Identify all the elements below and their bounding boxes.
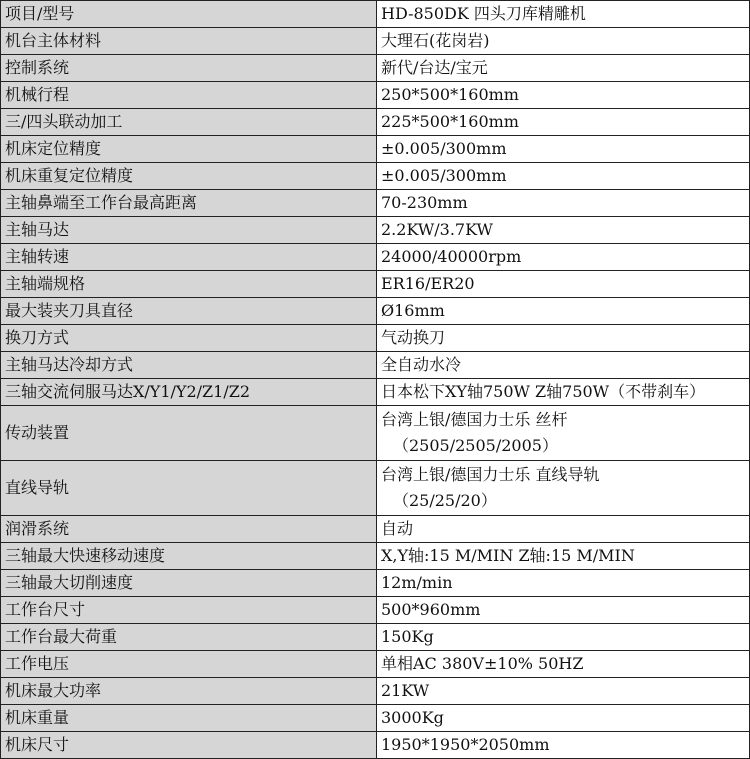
spec-value: 500*960mm <box>381 600 481 619</box>
table-row <box>1 244 750 271</box>
spec-value: 3000Kg <box>381 708 444 727</box>
spec-label-cell: 最大装夹刀具直径 <box>1 298 377 325</box>
spec-label-cell: 工作台尺寸 <box>1 597 377 624</box>
spec-value: 大理石(花岗岩) <box>381 31 490 50</box>
spec-label-cell: 三轴交流伺服马达X/Y1/Y2/Z1/Z2 <box>1 379 377 406</box>
spec-value-cell <box>377 624 750 651</box>
spec-label-cell: 主轴马达冷却方式 <box>1 352 377 379</box>
table-row <box>1 136 750 163</box>
table-row <box>1 406 750 461</box>
spec-value-cell <box>377 82 750 109</box>
spec-value: 150Kg <box>381 627 434 646</box>
spec-value-cell <box>377 244 750 271</box>
spec-value-cell <box>377 461 750 516</box>
spec-value-cell <box>377 379 750 406</box>
table-row <box>1 624 750 651</box>
spec-value-cell <box>377 190 750 217</box>
spec-value: 气动换刀 <box>381 328 446 347</box>
spec-value-cell <box>377 55 750 82</box>
spec-value-cell <box>377 705 750 732</box>
table-row <box>1 678 750 705</box>
spec-label-cell: 主轴端规格 <box>1 271 377 298</box>
spec-value-cell <box>377 28 750 55</box>
spec-label-cell: 机床重量 <box>1 705 377 732</box>
spec-value-cell <box>377 109 750 136</box>
table-row <box>1 1 750 28</box>
spec-label-cell: 机床尺寸 <box>1 732 377 759</box>
spec-value: ±0.005/300mm <box>381 166 507 185</box>
spec-value-detail: （2505/2505/2005） <box>393 436 558 455</box>
table-row <box>1 651 750 678</box>
spec-value-cell <box>377 678 750 705</box>
spec-label-cell: 传动装置 <box>1 406 377 461</box>
table-row <box>1 190 750 217</box>
table-row <box>1 109 750 136</box>
table-row <box>1 543 750 570</box>
spec-table-body <box>1 1 750 759</box>
table-row <box>1 271 750 298</box>
spec-label-cell: 润滑系统 <box>1 516 377 543</box>
spec-value-cell <box>377 325 750 352</box>
spec-label-cell: 主轴转速 <box>1 244 377 271</box>
spec-value-cell <box>377 543 750 570</box>
spec-value: 自动 <box>381 519 414 538</box>
spec-value-cell <box>377 217 750 244</box>
spec-label-cell: 工作台最大荷重 <box>1 624 377 651</box>
spec-value-cell <box>377 651 750 678</box>
table-row <box>1 28 750 55</box>
spec-value: 单相AC 380V±10% 50HZ <box>381 654 584 673</box>
spec-label-cell: 机床最大功率 <box>1 678 377 705</box>
spec-label-cell: 项目/型号 <box>1 1 377 28</box>
spec-value: 225*500*160mm <box>381 112 519 131</box>
spec-label-cell: 三轴最大快速移动速度 <box>1 543 377 570</box>
spec-value-cell <box>377 516 750 543</box>
table-row <box>1 163 750 190</box>
table-row <box>1 379 750 406</box>
spec-value-cell <box>377 271 750 298</box>
spec-label-cell: 主轴马达 <box>1 217 377 244</box>
table-row <box>1 325 750 352</box>
table-row <box>1 516 750 543</box>
spec-value: X,Y轴:15 M/MIN Z轴:15 M/MIN <box>381 546 635 565</box>
table-row <box>1 298 750 325</box>
spec-label-cell: 机械行程 <box>1 82 377 109</box>
spec-value: 新代/台达/宝元 <box>381 58 488 77</box>
table-row <box>1 570 750 597</box>
spec-label-cell: 控制系统 <box>1 55 377 82</box>
table-row <box>1 732 750 759</box>
table-row <box>1 352 750 379</box>
spec-value: 250*500*160mm <box>381 85 519 104</box>
spec-label-cell: 工作电压 <box>1 651 377 678</box>
spec-value: 12m/min <box>381 573 453 592</box>
spec-value: 全自动水冷 <box>381 355 462 374</box>
spec-label-cell: 机床重复定位精度 <box>1 163 377 190</box>
table-row <box>1 55 750 82</box>
spec-value: 台湾上银/德国力士乐 丝杆 <box>381 410 568 429</box>
table-row <box>1 597 750 624</box>
table-row <box>1 705 750 732</box>
spec-value-cell <box>377 732 750 759</box>
spec-value: 70-230mm <box>381 193 468 212</box>
spec-value-cell <box>377 570 750 597</box>
spec-value-cell <box>377 163 750 190</box>
table-row <box>1 217 750 244</box>
spec-value: 2.2KW/3.7KW <box>381 220 493 239</box>
table-row <box>1 82 750 109</box>
spec-label-cell: 三轴最大切削速度 <box>1 570 377 597</box>
spec-label-cell: 主轴鼻端至工作台最高距离 <box>1 190 377 217</box>
spec-label-cell: 机台主体材料 <box>1 28 377 55</box>
spec-label-cell: 换刀方式 <box>1 325 377 352</box>
spec-value: Ø16mm <box>381 301 445 320</box>
spec-value: 1950*1950*2050mm <box>381 735 550 754</box>
spec-value: 台湾上银/德国力士乐 直线导轨 <box>381 465 600 484</box>
spec-value-cell <box>377 1 750 28</box>
spec-value-cell <box>377 352 750 379</box>
spec-value: ER16/ER20 <box>381 274 475 293</box>
spec-label-cell: 三/四头联动加工 <box>1 109 377 136</box>
spec-value: HD-850DK 四头刀库精雕机 <box>381 4 586 23</box>
spec-label-cell: 直线导轨 <box>1 461 377 516</box>
spec-value-detail: （25/25/20） <box>393 491 497 510</box>
spec-value-cell <box>377 136 750 163</box>
spec-value: 24000/40000rpm <box>381 247 522 266</box>
spec-value-cell <box>377 298 750 325</box>
spec-value: 21KW <box>381 681 430 700</box>
spec-value-cell <box>377 406 750 461</box>
spec-value-cell <box>377 597 750 624</box>
spec-value: 日本松下XY轴750W Z轴750W（不带刹车） <box>381 382 706 401</box>
spec-value: ±0.005/300mm <box>381 139 507 158</box>
table-row <box>1 461 750 516</box>
spec-label-cell: 机床定位精度 <box>1 136 377 163</box>
